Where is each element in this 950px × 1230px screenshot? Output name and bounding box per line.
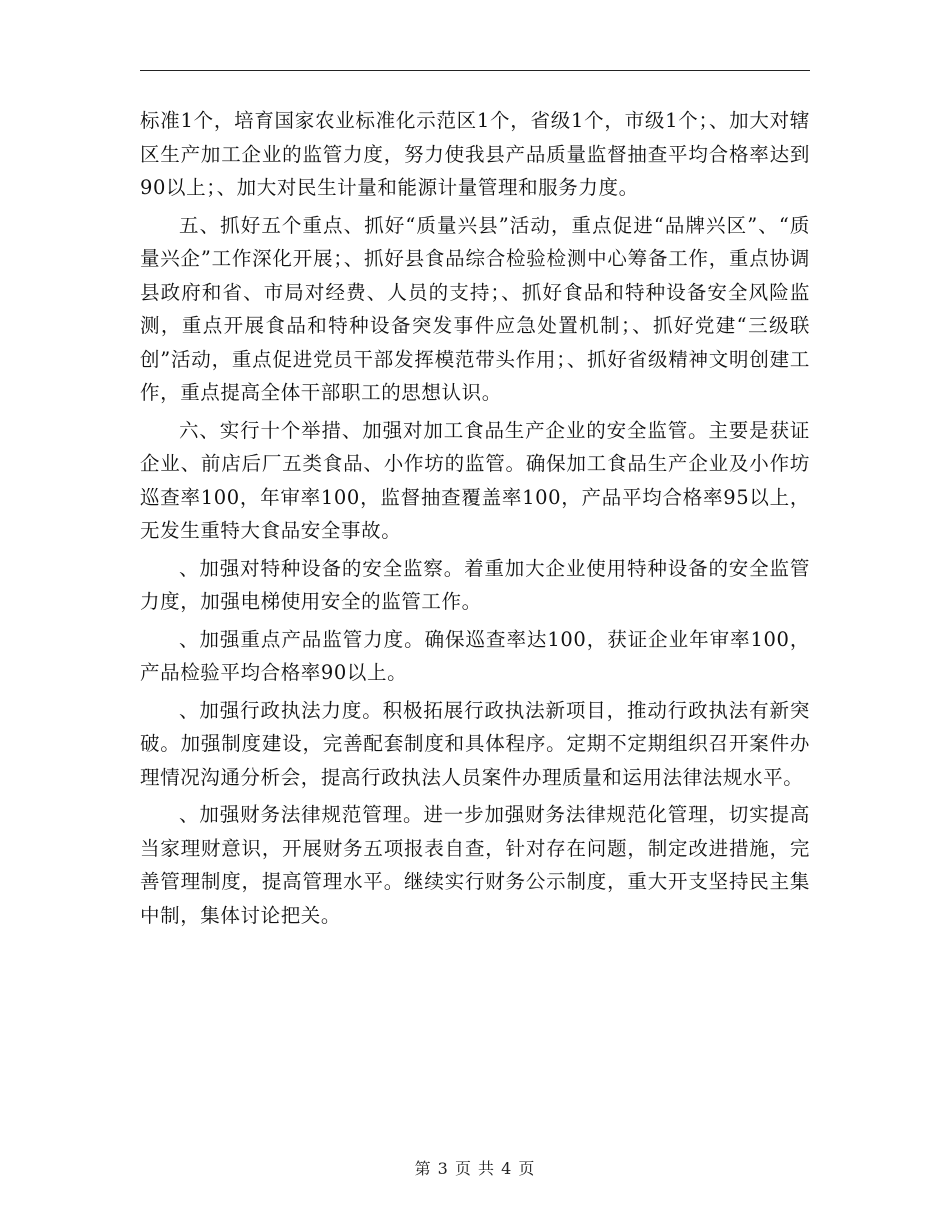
paragraph-five-focuses: 五、抓好五个重点、抓好“质量兴县”活动，重点促进“品牌兴区”、“质量兴企”工作深化开展；、抓好县食品综合检验检测中心筹备工作，重点协调县政府和省、市局对经费、人员的支持；、抓好食品和特种设备安全风险监测，重点开展食品和特种设备突发事件应急处置机制；、抓好党建“三级联创”活动，重点促进党员干部发挥模范带头作用；、抓好省级精神文明创建工作，重点提高全体干部职工的思想认识。 [140,213,810,404]
paragraph-key-products: 、加强重点产品监管力度。确保巡查率达100，获证企业年审率100，产品检验平均合格率90以上。 [140,627,810,684]
page-number-footer: 第 3 页 共 4 页 [414,1159,536,1178]
paragraph-continued: 标准1个，培育国家农业标准化示范区1个，省级1个，市级1个；、加大对辖区生产加工企业的监管力度，努力使我县产品质量监督抽查平均合格率达到90以上；、加大对民生计量和能源计量管理和服务力度。 [140,109,810,199]
paragraph-finance: 、加强财务法律规范管理。进一步加强财务法律规范化管理，切实提高当家理财意识，开展财务五项报表自查，针对存在问题，制定改进措施，完善管理制度，提高管理水平。继续实行财务公示制度，重大开支坚持民主集中制，集体讨论把关。 [140,803,810,927]
paragraph-ten-measures: 六、实行十个举措、加强对加工食品生产企业的安全监管。主要是获证企业、前店后厂五类食品、小作坊的监管。确保加工食品生产企业及小作坊巡查率100，年审率100，监督抽查覆盖率100，产品平均合格率95以上，无发生重特大食品安全事故。 [140,418,810,542]
header-divider [140,70,810,71]
paragraph-special-equipment: 、加强对特种设备的安全监察。着重加大企业使用特种设备的安全监管力度，加强电梯使用安全的监管工作。 [140,556,810,613]
document-body [140,104,810,936]
paragraph-law-enforcement: 、加强行政执法力度。积极拓展行政执法新项目，推动行政执法有新突破。加强制度建设，完善配套制度和具体程序。定期不定期组织召开案件办理情况沟通分析会，提高行政执法人员案件办理质量和运用法律法规水平。 [140,698,810,789]
